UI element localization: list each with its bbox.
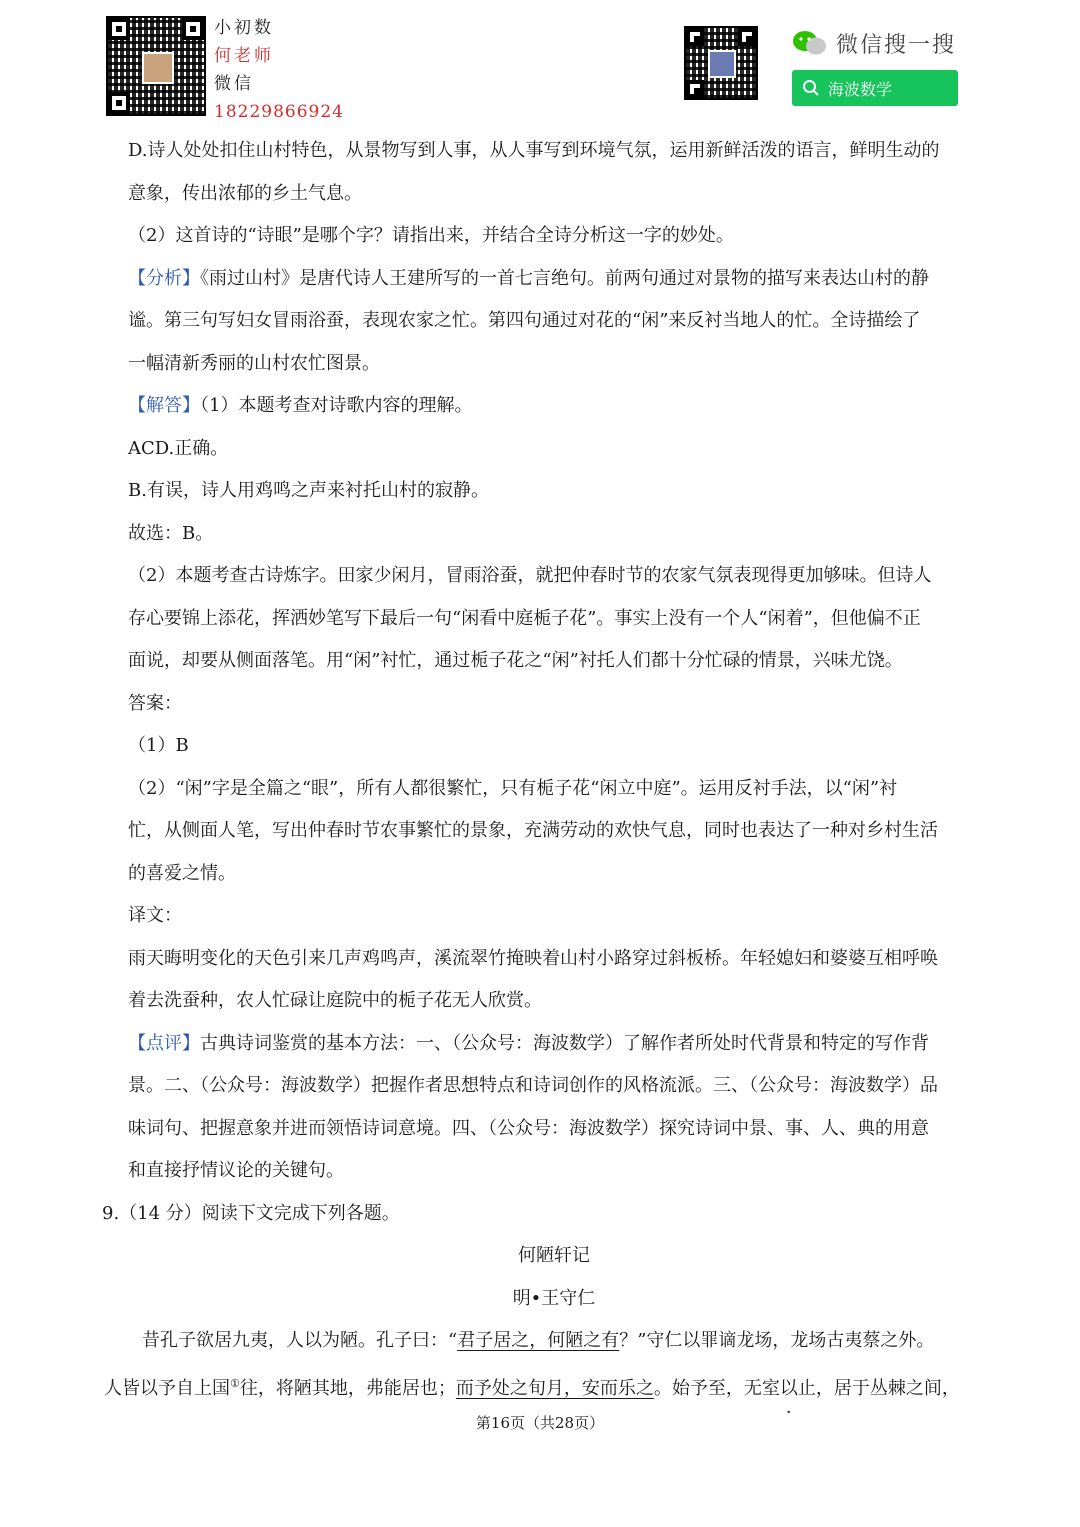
handwritten-line-2: 何老师	[214, 46, 274, 66]
passage-text: 。始予至，无室	[653, 1377, 780, 1399]
passage-text: 往，将陋其地，弗能居也；	[239, 1377, 456, 1399]
question-9-heading: 9.（14 分）阅读下文完成下列各题。	[102, 1202, 400, 1224]
question-2-prompt: （2）这首诗的“诗眼”是哪个字？请指出来，并结合全诗分析这一字的妙处。	[128, 225, 734, 246]
handwritten-contact	[214, 14, 344, 126]
text-line: 答案：	[128, 692, 182, 714]
text-line: 一幅清新秀丽的山村农忙图景。	[128, 352, 380, 374]
qr-center-image	[708, 50, 736, 78]
qr-code-left[interactable]	[108, 18, 204, 114]
search-icon	[802, 79, 820, 97]
analysis-text: 《雨过山村》是唐代诗人王建所写的一首七言绝句。前两句通过对景物的描写来表达山村的静	[200, 267, 929, 289]
answer-line	[128, 385, 980, 428]
document-body	[102, 130, 980, 1410]
text-line: B.有误，诗人用鸡鸣之声来衬托山村的寂静。	[128, 480, 489, 501]
text-line: 景。二、（公众号：海波数学）把握作者思想特点和诗词创作的风格流派。三、（公众号：海波数学）品	[128, 1075, 938, 1096]
qr-code-right[interactable]	[686, 28, 756, 98]
text-line: D.诗人处处扣住山村特色，从景物写到人事，从人事写到环境气氛，运用新鲜活泼的语言，鲜明生动的	[128, 140, 940, 161]
answer-tag: 【解答】	[128, 395, 200, 416]
wechat-search-box[interactable]	[792, 70, 958, 106]
text-line: 译文：	[128, 905, 182, 926]
text-line: （2）“闲”字是全篇之“眼”，所有人都很繁忙，只有栀子花“闲立中庭”。运用反衬手法，以“闲”衬	[128, 777, 898, 799]
footnote-marker: ①	[230, 1376, 240, 1390]
text-line: （1）B	[128, 735, 189, 756]
passage-line	[104, 1363, 980, 1411]
handwritten-line-1: 小初数	[214, 18, 274, 38]
emphasis-dotted-char: 以	[779, 1377, 798, 1399]
avatar-icon	[142, 52, 174, 84]
text-line: ACD.正确。	[128, 437, 229, 459]
passage-line	[142, 1320, 980, 1363]
handwritten-phone: 18229866924	[214, 102, 344, 122]
text-line: 意象，传出浓郁的乡土气息。	[128, 182, 362, 204]
text-line: 雨天晦明变化的天色引来几声鸡鸣声，溪流翠竹掩映着山村小路穿过斜板桥。年轻媳妇和婆婆互相呼唤	[128, 947, 938, 969]
text-line: 谧。第三句写妇女冒雨浴蚕，表现农家之忙。第四句通过对花的“闲”来反衬当地人的忙。全诗描绘了	[128, 310, 921, 331]
passage-text: 昔孔子欲居九夷，人以为陋。孔子曰：“	[142, 1330, 458, 1351]
passage-text: 止，居于丛棘之间，	[797, 1377, 960, 1399]
wechat-search-label: 海波数学	[828, 79, 893, 99]
header-wechat-block	[686, 28, 966, 108]
comment-tag: 【点评】	[128, 1032, 200, 1054]
passage-text: ？”守仁以罪谪龙场，龙场古夷蔡之外。	[619, 1330, 935, 1351]
comment-line	[128, 1023, 980, 1066]
passage-text: 人皆以予自上国	[104, 1377, 230, 1399]
passage-title: 何陋轩记	[518, 1245, 590, 1266]
text-line: 忙，从侧面人笔，写出仲春时节农事繁忙的景象，充满劳动的欢快气息，同时也表达了一种对乡村生活	[128, 820, 938, 841]
handwritten-line-3: 微信	[214, 74, 254, 94]
passage-author: 明•王守仁	[512, 1287, 596, 1309]
text-line: （2）本题考查古诗炼字。田家少闲月，冒雨浴蚕，就把仲春时节的农家气氛表现得更加够味。但诗人	[128, 565, 932, 586]
text-line: 面说，却要从侧面落笔。用“闲”衬忙，通过栀子花之“闲”衬托人们都十分忙碌的情景，兴味尤饶。	[128, 650, 903, 671]
wechat-search-title: 微信搜一搜	[836, 33, 957, 58]
comment-text: 古典诗词鉴赏的基本方法：一、（公众号：海波数学）了解作者所处时代背景和特定的写作背	[200, 1032, 929, 1054]
page-footer: 第16页（共28页）	[475, 1414, 605, 1432]
analysis-tag: 【分析】	[128, 267, 200, 289]
text-line: 着去洗蚕种，农人忙碌让庭院中的栀子花无人欣赏。	[128, 990, 542, 1011]
wechat-logo-icon	[792, 30, 828, 56]
analysis-line	[128, 258, 980, 301]
text-line: 故选：B。	[128, 522, 214, 544]
text-line: 味词句、把握意象并进而领悟诗词意境。四、（公众号：海波数学）探究诗词中景、事、人、典的用意	[128, 1117, 929, 1139]
answer-text: （1）本题考查对诗歌内容的理解。	[200, 395, 473, 416]
underlined-phrase: 而予处之旬月，安而乐之	[455, 1377, 654, 1399]
underlined-phrase: 君子居之，何陋之有	[457, 1330, 620, 1351]
text-line: 和直接抒情议论的关键句。	[128, 1160, 344, 1181]
text-line: 的喜爱之情。	[128, 862, 236, 884]
text-line: 存心要锦上添花，挥洒妙笔写下最后一句“闲看中庭栀子花”。事实上没有一个人“闲着”，但他偏不正	[128, 607, 921, 629]
